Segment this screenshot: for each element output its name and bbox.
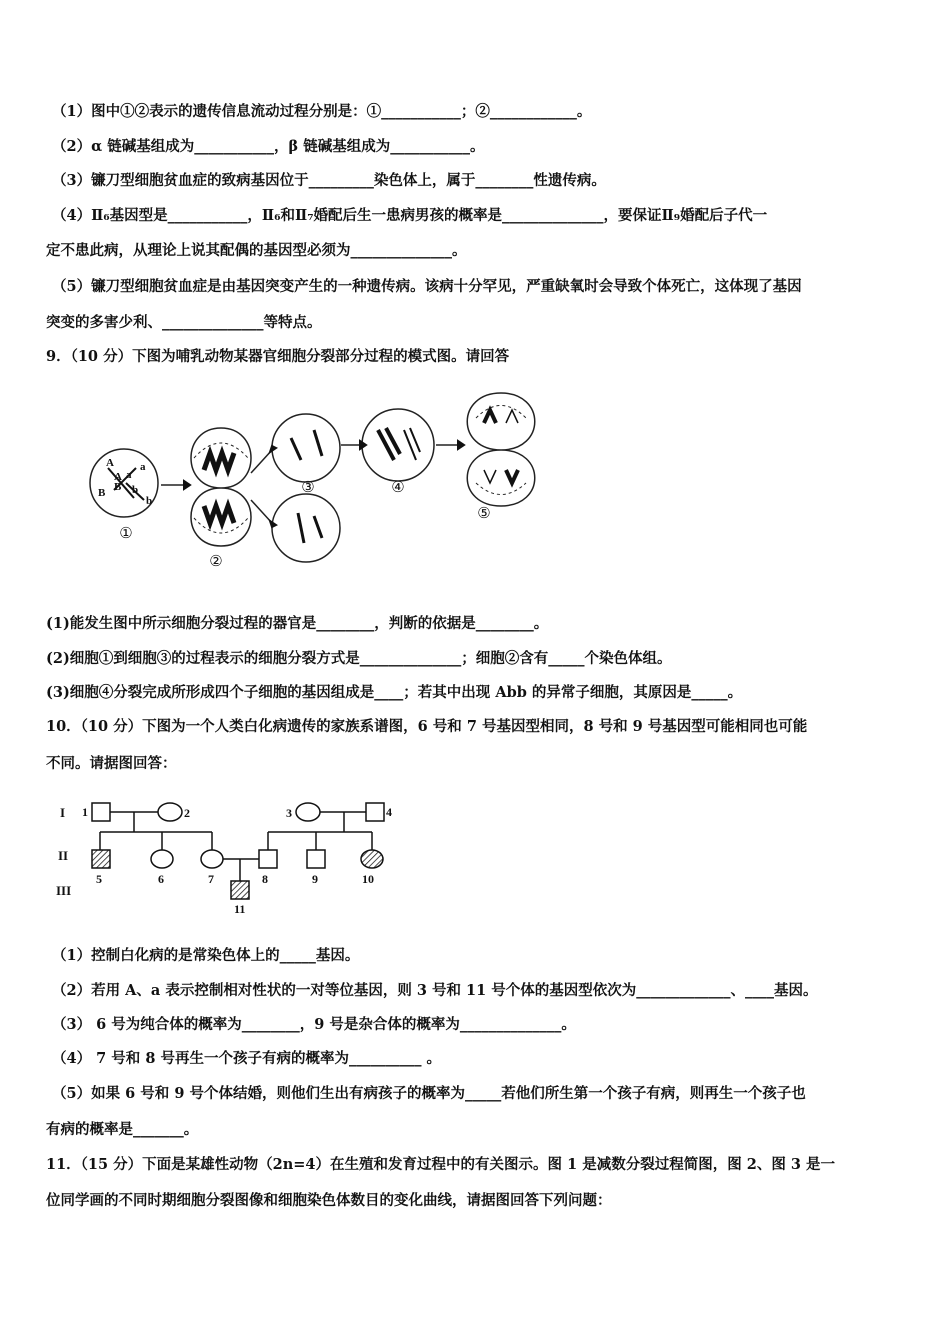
individual-10 [361,850,383,868]
q8-item-4-cont: 定不患此病，从理论上说其配偶的基因型必须为______________。 [46,242,467,259]
id-label: 11 [234,902,246,916]
id-label: 5 [96,872,102,886]
gene-label: b [146,495,153,507]
individual-2 [158,803,182,821]
individual-5 [92,850,110,868]
generation-label-i: I [60,805,66,820]
id-label: 2 [184,806,190,820]
q10-item-5: （5）如果 6 号和 9 号个体结婚，则他们生出有病孩子的概率为_____若他们所生第一个孩子有病，则再生一个孩子也 [52,1085,806,1102]
gene-label: A [114,471,122,483]
individual-9 [307,850,325,868]
q9-item-3: (3)细胞④分裂完成所形成四个子细胞的基因组成是____；若其中出现 Abb 的异常子细胞，其原因是_____。 [46,684,743,701]
cell-4-outline [362,409,434,481]
q11-header: 11．（15 分）下面是某雄性动物（2n=4）在生殖和发育过程中的有关图示。图 1 是减数分裂过程简图，图 2、图 3 是一 [46,1156,836,1173]
gene-label: a [126,469,132,481]
pedigree-chart [50,795,410,920]
cell-2-outline [191,428,251,546]
id-label: 1 [82,805,88,819]
id-label: 4 [386,805,392,819]
gene-label: b [132,484,139,496]
q8-item-2: （2）α 链碱基组成为___________，β 链碱基组成为___________。 [52,138,485,155]
cell-3-bottom-outline [272,494,340,562]
cell-division-figure [86,388,556,573]
cell-label-4: ④ [391,480,405,496]
q10-item-5-cont: 有病的概率是_______。 [46,1121,199,1138]
cell-label-1: ① [119,526,133,542]
gene-label: B [98,487,106,499]
individual-3 [296,803,320,821]
q10-item-1: （1）控制白化病的是常染色体上的_____基因。 [52,947,360,964]
individual-4 [366,803,384,821]
individual-7 [201,850,223,868]
q11-header-cont: 位同学画的不同时期细胞分裂图像和细胞染色体数目的变化曲线，请据图回答下列问题： [46,1192,612,1209]
gene-label: A [106,457,114,469]
id-label: 7 [208,872,214,886]
id-label: 8 [262,872,268,886]
q9-item-2: (2)细胞①到细胞③的过程表示的细胞分裂方式是______________；细胞②含有_____个染色体组。 [46,650,672,667]
q8-item-1: （1）图中①②表示的遗传信息流动过程分别是：①___________；②____________。 [52,103,592,120]
q8-item-3: （3）镰刀型细胞贫血症的致病基因位于_________染色体上，属于________性遗传病。 [52,172,606,189]
individual-6 [151,850,173,868]
q8-item-5-cont: 突变的多害少利、______________等特点。 [46,314,322,331]
id-label: 9 [312,872,318,886]
cell-label-5: ⑤ [477,506,491,522]
q9-header: 9．（10 分）下图为哺乳动物某器官细胞分裂部分过程的模式图。请回答 [46,348,510,365]
q10-header: 10．（10 分）下图为一个人类白化病遗传的家族系谱图，6 号和 7 号基因型相同，8 号和 9 号基因型可能相同也可能 [46,718,808,735]
individual-1 [92,803,110,821]
q10-header-cont: 不同。请据图回答： [46,755,177,772]
q8-item-4: （4）Ⅱ₆基因型是___________，Ⅱ₆和Ⅱ₇婚配后生一患病男孩的概率是______________，要保证Ⅱ₉婚配后子代一 [52,207,768,224]
id-label: 6 [158,872,164,886]
generation-label-ii: II [58,848,69,863]
cell-5-outline [467,393,535,506]
individual-8 [259,850,277,868]
q9-item-1: (1)能发生图中所示细胞分裂过程的器官是________，判断的依据是________。 [46,615,549,632]
q8-item-5: （5）镰刀型细胞贫血症是由基因突变产生的一种遗传病。该病十分罕见，严重缺氧时会导致个体死亡，这体现了基因 [52,278,802,295]
cell-label-3: ③ [301,480,315,496]
gene-label: a [140,461,146,473]
id-label: 10 [362,872,374,886]
individual-11 [231,881,249,899]
generation-label-iii: III [56,883,72,898]
q10-item-2: （2）若用 A、a 表示控制相对性状的一对等位基因，则 3 号和 11 号个体的基因型依次为_____________、____基因。 [52,982,818,999]
cell-label-2: ② [209,554,223,570]
cell-3-top-outline [272,414,340,482]
q10-item-3: （3） 6 号为纯合体的概率为________，9 号是杂合体的概率为______________。 [52,1016,576,1033]
gene-label: B [114,481,122,493]
q10-item-4: （4） 7 号和 8 号再生一个孩子有病的概率为__________ 。 [52,1050,442,1067]
id-label: 3 [286,806,292,820]
